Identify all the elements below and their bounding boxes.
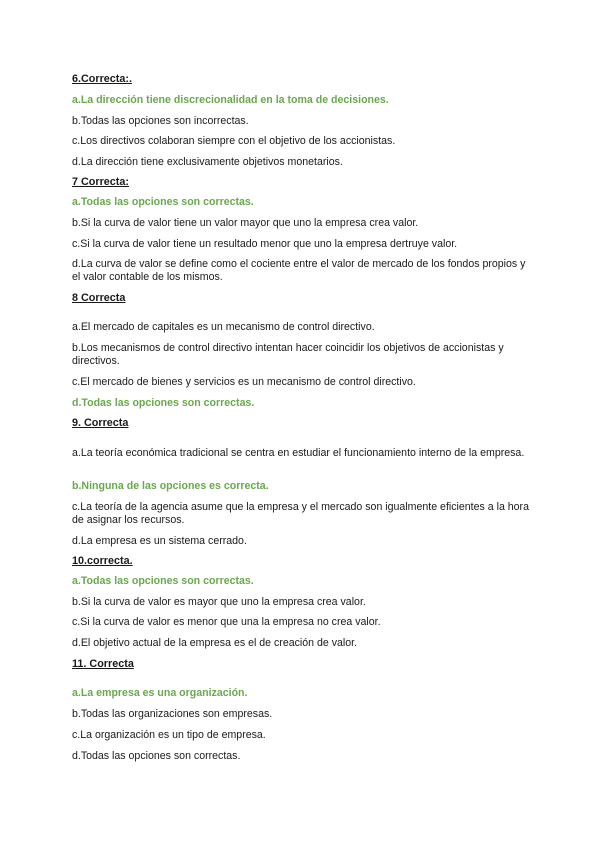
question-10-heading: 10.correcta. <box>72 555 133 567</box>
question-6-option-b: b.Todas las opciones son incorrectas. <box>72 115 249 127</box>
question-11-option-d: d.Todas las opciones son correctas. <box>72 750 241 762</box>
question-6-option-d: d.La dirección tiene exclusivamente objetivos monetarios. <box>72 156 343 168</box>
question-7-option-c: c.Si la curva de valor tiene un resultado menor que uno la empresa dertruye valor. <box>72 238 458 250</box>
question-8-option-b: b.Los mecanismos de control directivo intentan hacer coincidir los objetivos de accionistas y directivos. <box>72 342 504 367</box>
question-6-heading: 6.Correcta:. <box>72 73 133 85</box>
question-9-option-d: d.La empresa es un sistema cerrado. <box>72 535 247 547</box>
question-11-option-a-correct: a.La empresa es una organización. <box>72 687 248 699</box>
question-11-option-b: b.Todas las organizaciones son empresas. <box>72 708 273 720</box>
question-8-option-c: c.El mercado de bienes y servicios es un mecanismo de control directivo. <box>72 376 416 388</box>
question-10-option-c: c.Si la curva de valor es menor que una la empresa no crea valor. <box>72 616 381 628</box>
question-8-heading: 8 Correcta <box>72 292 126 304</box>
question-9-option-a: a.La teoría económica tradicional se centra en estudiar el funcionamiento interno de la empresa. <box>72 447 525 459</box>
question-10-option-d: d.El objetivo actual de la empresa es el de creación de valor. <box>72 637 358 649</box>
question-10-option-b: b.Si la curva de valor es mayor que uno la empresa crea valor. <box>72 596 366 608</box>
question-9-heading: 9. Correcta <box>72 417 129 429</box>
question-7-option-a-correct: a.Todas las opciones son correctas. <box>72 196 254 208</box>
question-6-option-c: c.Los directivos colaboran siempre con el objetivo de los accionistas. <box>72 135 396 147</box>
question-11-option-c: c.La organización es un tipo de empresa. <box>72 729 266 741</box>
question-7-heading: 7 Correcta: <box>72 176 130 188</box>
question-11-heading: 11. Correcta <box>72 658 134 670</box>
question-10-option-a-correct: a.Todas las opciones son correctas. <box>72 575 254 587</box>
question-8-option-d-correct: d.Todas las opciones son correctas. <box>72 397 255 409</box>
question-8-option-a: a.El mercado de capitales es un mecanismo de control directivo. <box>72 321 375 333</box>
question-6-option-a-correct: a.La dirección tiene discrecionalidad en la toma de decisiones. <box>72 94 389 106</box>
question-7-option-d: d.La curva de valor se define como el cociente entre el valor de mercado de los fondos propios y el valor contable de los mismos. <box>72 258 526 283</box>
question-9-option-c: c.La teoría de la agencia asume que la empresa y el mercado son igualmente eficientes a la hora de asignar los recursos. <box>72 501 529 526</box>
question-9-option-b-correct: b.Ninguna de las opciones es correcta. <box>72 480 269 492</box>
question-7-option-b: b.Si la curva de valor tiene un valor mayor que uno la empresa crea valor. <box>72 217 419 229</box>
